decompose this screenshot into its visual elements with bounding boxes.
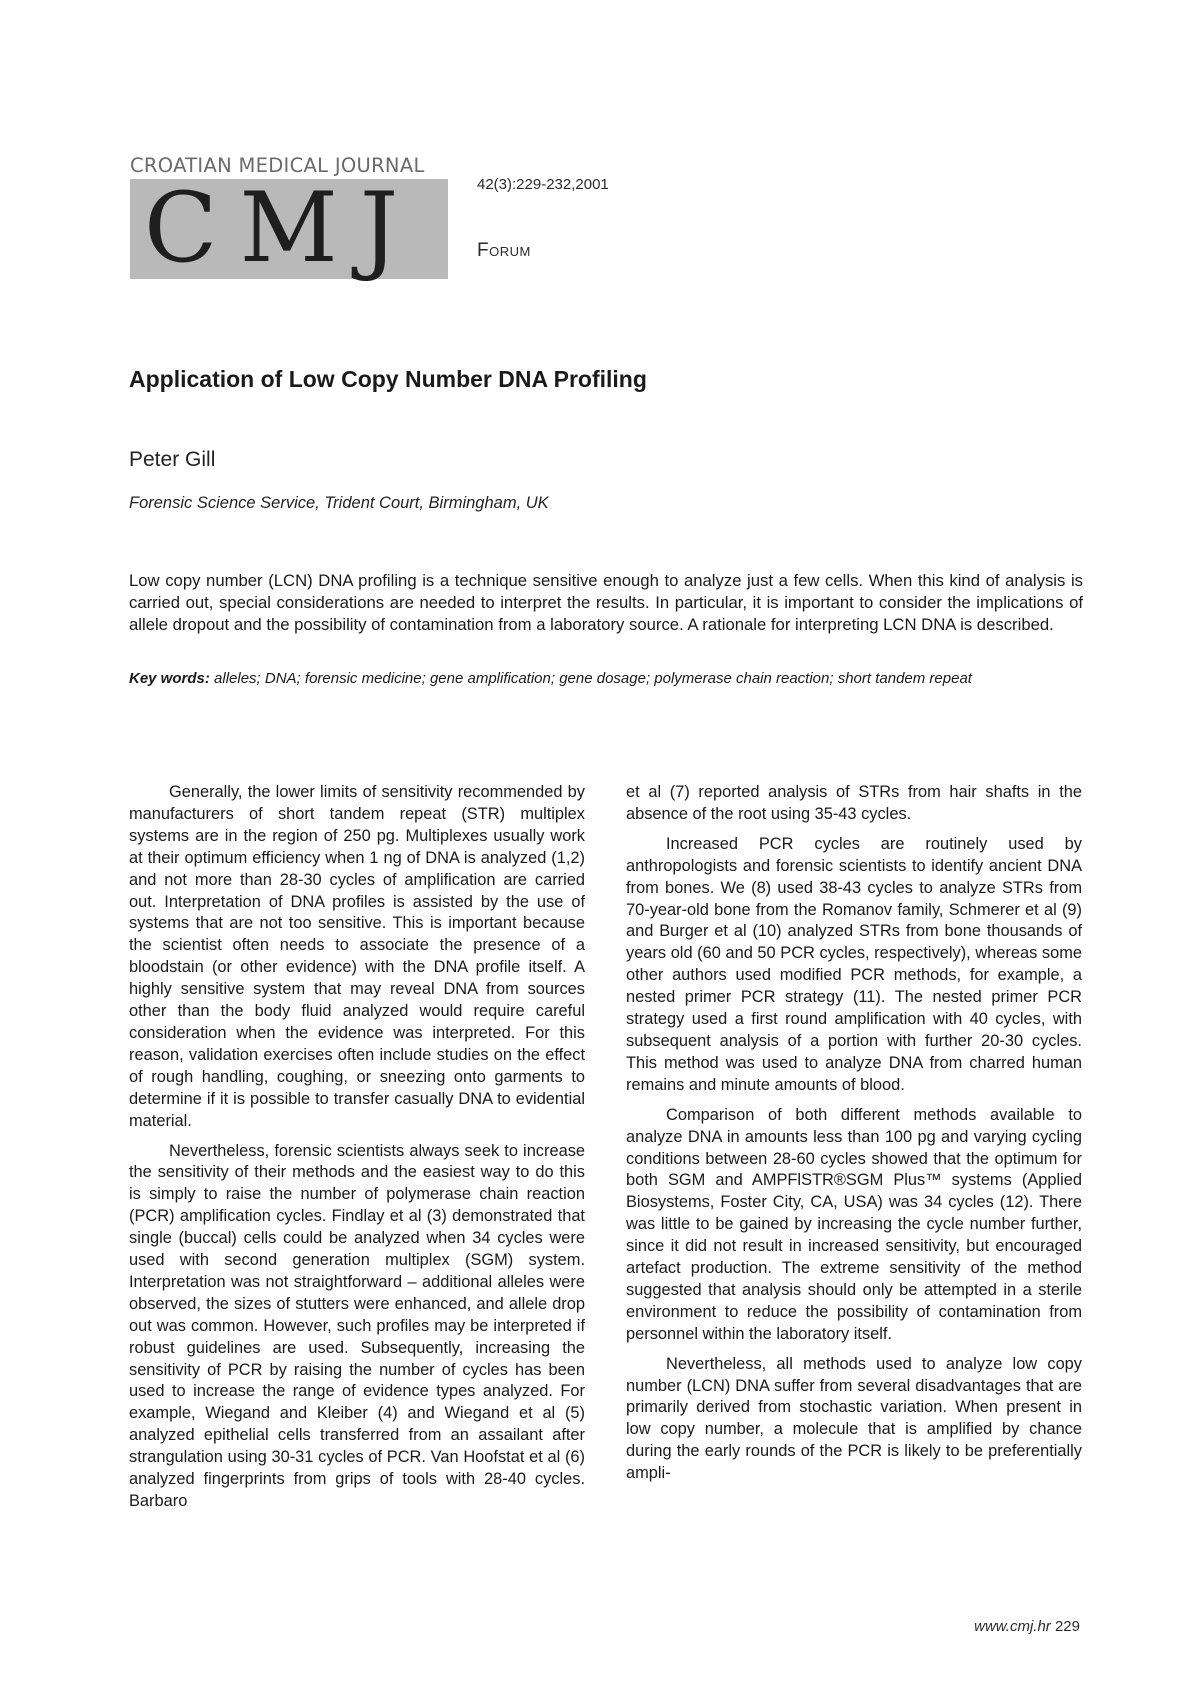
body-column-left	[129, 782, 585, 1521]
citation: 42(3):229-232,2001	[477, 176, 609, 193]
keywords-label: Key words:	[129, 670, 210, 687]
keywords	[129, 669, 1083, 689]
paragraph: Comparison of both different methods available to analyze DNA in amounts less than 100 pg and varying cycling conditions between 28-60 cycles showed that the optimum for both SGM and AMPFlSTR®SGM Plus™ systems (Applied Biosystems, Foster City, CA, USA) was 34 cycles (12). There was little to be gained by increasing the cycle number further, since it did not result in increased sensitivity, but encouraged artefact production. The extreme sensitivity of the method suggested that analysis should only be attempted in a sterile environment to reduce the possibility of contamination from personnel within the laboratory itself.	[626, 1105, 1082, 1343]
logo-box	[130, 172, 448, 284]
page-footer	[974, 1618, 1080, 1635]
paragraph: Nevertheless, all methods used to analyze low copy number (LCN) DNA suffer from several disadvantages that are primarily derived from stochastic variation. When present in low copy number, a molecule that is amplified by chance during the early rounds of the PCR is likely to be preferentially ampli-	[626, 1354, 1082, 1483]
affiliation: Forensic Science Service, Trident Court, Birmingham, UK	[129, 494, 549, 512]
paragraph: Nevertheless, forensic scientists always seek to increase the sensitivity of their methods and the easiest way to do this is simply to raise the number of polymerase chain reaction (PCR) amplification cycles. Findlay et al (3) demonstrated that single (buccal) cells could be analyzed when 34 cycles were used with second generation multiplex (SGM) system. Interpretation was not straightforward – additional alleles were observed, the sizes of stutters were enhanced, and allele drop out was common. However, such profiles may be interpreted if robust guidelines are used. Subsequently, increasing the sensitivity of PCR by raising the number of cycles has been used to increase the range of evidence types analyzed. For example, Wiegand and Kleiber (4) and Wiegand et al (5) analyzed epithelial cells transferred from an assailant after strangulation using 30-31 cycles of PCR. Van Hoofstat et al (6) analyzed fingerprints from grips of tools with 28-40 cycles. Barbaro	[129, 1141, 585, 1510]
keywords-list: alleles; DNA; forensic medicine; gene amplification; gene dosage; polymerase chain reaction; short tandem repeat	[214, 670, 972, 687]
paragraph: Increased PCR cycles are routinely used by anthropologists and forensic scientists to identify ancient DNA from bones. We (8) used 38-43 cycles to analyze STRs from 70-year-old bone from the Romanov family, Schmerer et al (9) and Burger et al (10) analyzed STRs from bone thousands of years old (60 and 50 PCR cycles, respectively), whereas some other authors used modified PCR methods, for example, a nested primer PCR strategy (11). The nested primer PCR strategy used a first round amplification with 40 cycles, with subsequent analysis of a portion with further 20-30 cycles. This method was used to analyze DNA from charred human remains and minute amounts of blood.	[626, 834, 1082, 1094]
journal-logo	[130, 154, 448, 284]
paragraph: Generally, the lower limits of sensitivity recommended by manufacturers of short tandem repeat (STR) multiplex systems are in the region of 250 pg. Multiplexes usually work at their optimum efficiency when 1 ng of DNA is analyzed (1,2) and not more than 28-30 cycles of amplification are carried out. Interpretation of DNA profiles is assisted by the use of systems that are not too sensitive. This is important because the scientist often needs to associate the presence of a bloodstain (or other evidence) with the DNA profile itself. A highly sensitive system that may reveal DNA from sources other than the body fluid analyzed would require careful consideration when the evidence was interpreted. For this reason, validation exercises often include studies on the effect of rough handling, coughing, or sneezing onto garments to determine if it is possible to transfer casually DNA to evidential material.	[129, 783, 585, 1130]
footer-site: www.cmj.hr	[974, 1618, 1051, 1635]
page-number: 229	[1054, 1618, 1080, 1635]
author: Peter Gill	[129, 448, 216, 471]
logo-letters: CMJ	[144, 172, 421, 284]
paragraph: et al (7) reported analysis of STRs from hair shafts in the absence of the root using 35-43 cycles.	[626, 783, 1082, 823]
body-column-right	[626, 782, 1082, 1493]
abstract: Low copy number (LCN) DNA profiling is a technique sensitive enough to analyze just a few cells. When this kind of analysis is carried out, special considerations are needed to interpret the results. In particular, it is important to consider the implications of allele dropout and the possibility of contamination from a laboratory source. A rationale for interpreting LCN DNA is described.	[129, 571, 1083, 634]
journal-name: CROATIAN MEDICAL JOURNAL	[130, 154, 425, 177]
article-title: Application of Low Copy Number DNA Profiling	[129, 366, 647, 392]
section-label: Forum	[477, 240, 531, 261]
